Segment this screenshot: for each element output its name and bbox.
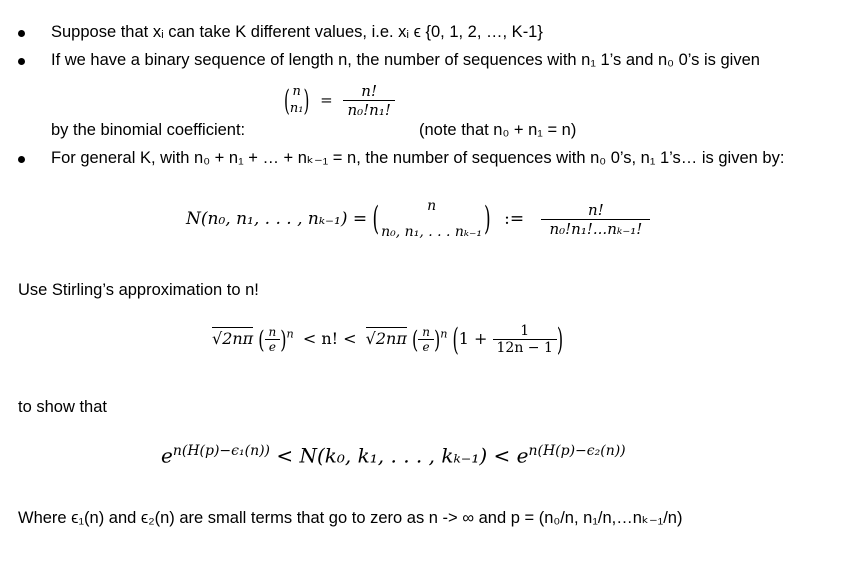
stirling-intro: Use Stirling’s approximation to n!: [18, 281, 259, 299]
multinomial-top: n: [427, 198, 437, 214]
bullet-2: [18, 58, 25, 65]
bound-right-exp: n(H(p)−ϵ₂(n)): [528, 443, 626, 459]
stirling-frac-num: 1: [520, 323, 530, 339]
multinomial-numerator: n!: [588, 201, 604, 219]
multinomial-denominator: n₀!n₁!...nₖ₋₁!: [541, 219, 650, 238]
multinomial-equation: N(n₀, n₁, . . . , nₖ₋₁) = ( n n₀, n₁, . . . nₖ₋₁ ) := $\frac{n!}{\text{n₀!n₁!...nₖ₋₁!}}$: [186, 198, 650, 241]
stirling-mid: < n! <: [302, 329, 357, 348]
binom-bottom: n₁: [289, 100, 304, 116]
binom-numerator: n!: [361, 82, 377, 100]
bullet-text-1: Suppose that xᵢ can take K different values, i.e. xᵢ ϵ {0, 1, 2, …, K-1}: [51, 23, 543, 41]
stirling-right-e: e: [418, 339, 434, 354]
stirling-left-power: n: [286, 327, 294, 341]
bound-left-exp: n(H(p)−ϵ₁(n)): [172, 443, 271, 459]
binom-equals: =: [320, 90, 333, 109]
bound-equation: [161, 443, 626, 468]
binom-top: n: [292, 84, 301, 100]
stirling-left-n: n: [268, 325, 277, 339]
binom-denominator: n₀!n₁!: [343, 100, 394, 119]
show-that: to show that: [18, 398, 107, 416]
bullet-3: [18, 156, 25, 163]
multinomial-bottom: n₀, n₁, . . . nₖ₋₁: [381, 223, 483, 240]
multinomial-lhs: N(n₀, n₁, . . . , nₖ₋₁) =: [186, 209, 368, 229]
stirling-equation: √2nπ ( $\frac{n}{e}$ )$^n$ < n! < √2nπ ( $\frac{n}{e}$ )$^n$ (1 + $\frac{1}{12n - 1}$ ): [212, 321, 564, 358]
bullet-text-3: For general K, with n₀ + n₁ + … + nₖ₋₁ = n, the number of sequences with n₀ 0’s, n₁ 1’s… is given by:: [51, 149, 785, 167]
bullet-text-2: If we have a binary sequence of length n, the number of sequences with n₁ 1’s and n₀ 0’s is given: [51, 51, 760, 69]
note-n0-n1: (note that n₀ + n₁ = n): [419, 121, 577, 139]
bound-left-base: e: [161, 443, 173, 468]
stirling-right-power: n: [440, 327, 448, 341]
stirling-left-sqrt: √2nπ: [212, 329, 254, 348]
stirling-left-e: e: [265, 339, 281, 354]
bound-middle: < N(k₀, k₁, . . . , kₖ₋₁) <: [276, 443, 511, 468]
stirling-right-sqrt: √2nπ: [365, 329, 407, 348]
bound-right-base: e: [516, 443, 529, 468]
multinomial-defeq: :=: [504, 209, 525, 229]
bullet-1: [18, 30, 25, 37]
stirling-one-plus: 1 +: [458, 329, 488, 348]
binomial-equation: ( n n₁ ) = $\frac{n!}{\text{n₀!n₁!}}$: [284, 82, 395, 119]
where-line: Where ϵ₁(n) and ϵ₂(n) are small terms that go to zero as n -> ∞ and p = (n₀/n, n₁/n,…nₖ₋₁/n): [18, 509, 683, 527]
stirling-right-n: n: [422, 325, 430, 339]
stirling-frac-den: 12n − 1: [493, 339, 557, 356]
bullet-2-continuation: by the binomial coefficient:: [51, 121, 246, 139]
